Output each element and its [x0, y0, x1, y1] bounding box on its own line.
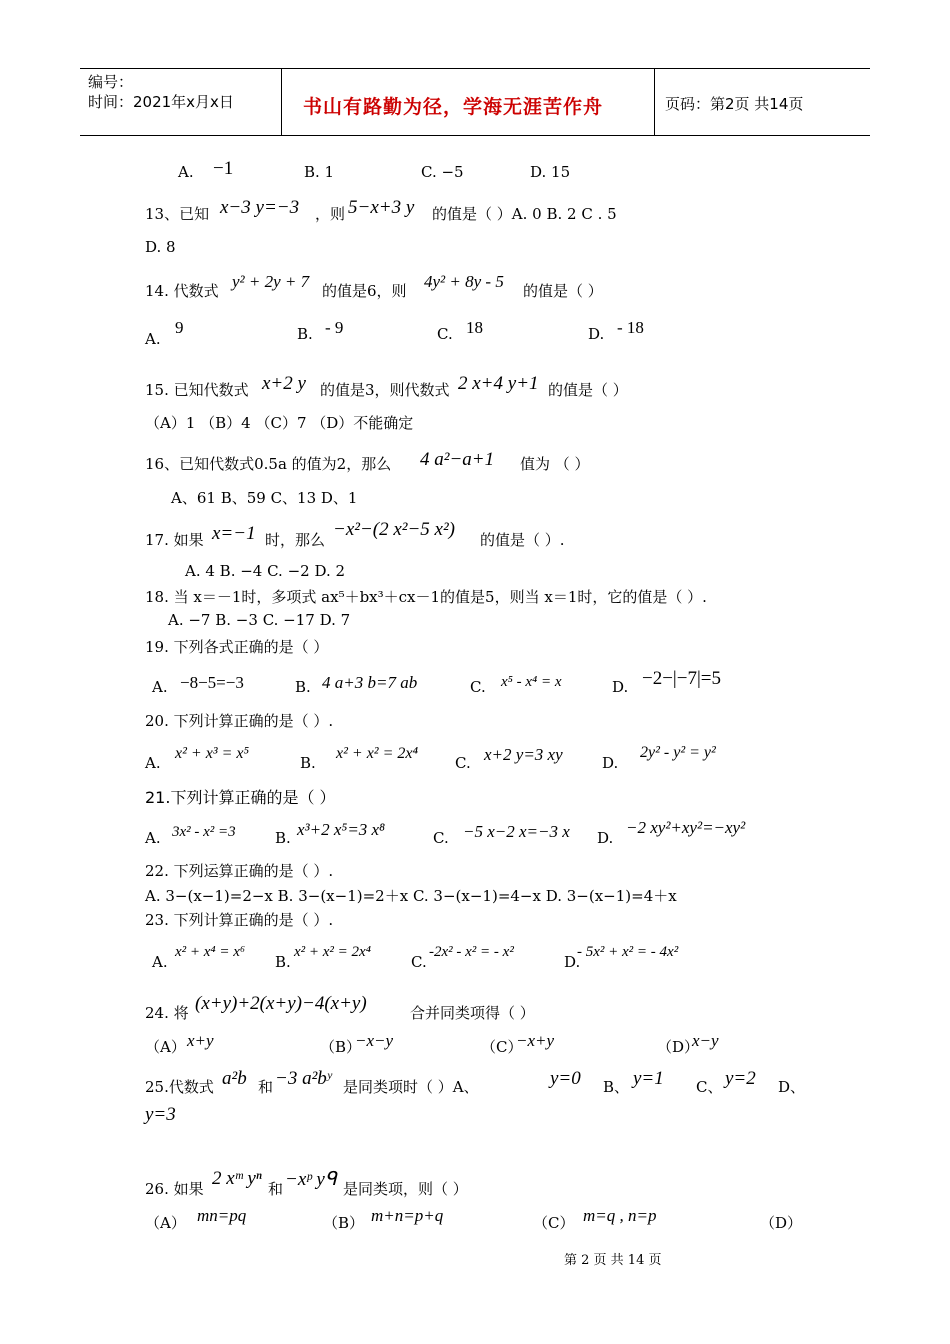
q26-option-b: （B） [323, 1214, 365, 1232]
header-number-label: 编号： [88, 73, 134, 91]
q24-option-d-value: x−y [692, 1031, 719, 1050]
q23-option-d-value: - 5x² + x² = - 4x² [577, 944, 679, 960]
q25-option-a-value: y=0 [550, 1068, 581, 1089]
q18-options: A. −7 B. −3 C. −17 D. 7 [168, 611, 351, 629]
q13-mid: ，则 [315, 205, 346, 223]
q23-option-c: C. [411, 953, 427, 971]
q19-text: 19. 下列各式正确的是（ ） [145, 638, 329, 656]
q19-option-d-value: −2−|−7|=5 [642, 668, 721, 689]
q26-suffix: 是同类项，则（ ） [343, 1180, 468, 1198]
q23-option-b-value: x² + x² = 2x⁴ [294, 944, 371, 960]
q22-options: A. 3−(x−1)=2−x B. 3−(x−1)=2＋x C. 3−(x−1)=4−x D. 3−(x−1)=4＋x [145, 887, 677, 905]
q12-option-a-value: −1 [213, 158, 234, 179]
q23-option-c-value: -2x² - x² = - x² [429, 944, 514, 960]
q17-mid: 时，那么 [265, 531, 326, 549]
q21-option-b-value: x³+2 x⁵=3 x⁸ [297, 820, 385, 839]
q12-option-a: A. [178, 163, 194, 181]
q15-options: （A）1 （B）4 （C）7 （D）不能确定 [145, 414, 414, 432]
q25-mid: 和 [258, 1078, 274, 1096]
q14-option-b-value: - 9 [325, 318, 344, 337]
q24-expr: (x+y)+2(x+y)−4(x+y) [195, 993, 367, 1014]
q14-mid: 的值是6，则 [322, 282, 407, 300]
q24-option-b: （B） [320, 1038, 362, 1056]
q25-option-c: C、 [696, 1078, 723, 1096]
q26-option-a-value: mn=pq [197, 1206, 247, 1225]
q25-suffix: 是同类项时（ ）A、 [343, 1078, 479, 1096]
q25-option-d: D、 [778, 1078, 806, 1096]
q15-expr-2: 2 x+4 y+1 [458, 373, 539, 394]
q13-expr-1: x−3 y=−3 [220, 197, 300, 218]
q19-option-a: A. [152, 678, 168, 696]
q19-option-a-value: −8−5=−3 [180, 673, 244, 692]
header-divider-2 [654, 68, 655, 136]
q24-suffix: 合并同类项得（ ） [410, 1004, 535, 1022]
q20-option-c-value: x+2 y=3 xy [484, 745, 563, 764]
q24-option-d: （D） [657, 1038, 700, 1056]
header-bottom-rule [80, 135, 870, 136]
q20-option-a-value: x² + x³ = x⁵ [175, 745, 250, 762]
q26-mid: 和 [268, 1180, 284, 1198]
q19-option-b-value: 4 a+3 b=7 ab [322, 673, 418, 692]
q21-option-b: B. [275, 829, 291, 847]
q20-option-d-value: 2y² - y² = y² [640, 744, 716, 761]
q20-option-c: C. [455, 754, 471, 772]
q25-option-d-value: y=3 [145, 1104, 176, 1125]
q26-option-c-value: m=q , n=p [583, 1206, 657, 1225]
q14-option-c: C. [437, 325, 453, 343]
q14-option-a-value: 9 [175, 318, 184, 337]
q14-option-b: B. [297, 325, 313, 343]
q12-option-b: B. 1 [304, 163, 335, 181]
q25-option-c-value: y=2 [725, 1068, 756, 1089]
q26-expr-2: −xᵖ yᑫ [285, 1169, 337, 1190]
q15-prefix: 15. 已知代数式 [145, 381, 249, 399]
header-divider-1 [281, 68, 282, 136]
q14-option-a: A. [145, 330, 161, 348]
q18-text: 18. 当 x＝－1时，多项式 ax⁵＋bx³＋cx－1的值是5，则当 x＝1时，它的值是（ ）. [145, 588, 707, 606]
page-footer: 第 2 页 共 14 页 [564, 1253, 662, 1268]
q16-options: A、61 B、59 C、13 D、1 [171, 489, 358, 507]
q16-suffix: 值为 （ ） [520, 455, 590, 473]
q15-suffix: 的值是（ ） [548, 381, 628, 399]
q25-option-b: B、 [603, 1078, 630, 1096]
q21-option-a: A. [145, 829, 161, 847]
q17-expr-2: −x²−(2 x²−5 x²) [333, 519, 456, 540]
q20-option-a: A. [145, 754, 161, 772]
q15-mid: 的值是3，则代数式 [320, 381, 450, 399]
q25-expr-2: −3 a²bʸ [275, 1068, 332, 1089]
q13-suffix: 的值是（ ）A. 0 B. 2 C . 5 [432, 205, 617, 223]
q13-line-2: D. 8 [145, 238, 176, 256]
q19-option-d: D. [612, 678, 629, 696]
q23-option-a: A. [152, 953, 168, 971]
q12-option-d: D. 15 [530, 163, 571, 181]
q20-option-d: D. [602, 754, 619, 772]
q23-option-d: D. [564, 953, 581, 971]
q23-option-b: B. [275, 953, 291, 971]
q19-option-c-value: x⁵ - x⁴ = x [501, 674, 562, 690]
q24-option-b-value: −x−y [355, 1031, 394, 1050]
q12-option-c: C. −5 [421, 163, 464, 181]
q13-expr-2: 5−x+3 y [348, 197, 415, 218]
q25-prefix: 25.代数式 [145, 1078, 214, 1096]
q24-prefix: 24. 将 [145, 1004, 189, 1022]
q26-expr-1: 2 xᵐ yⁿ [212, 1168, 262, 1189]
q17-prefix: 17. 如果 [145, 531, 204, 549]
header-page-info: 页码：第2页 共14页 [665, 95, 804, 113]
q25-expr-1: a²b [222, 1068, 247, 1089]
header-top-rule [80, 68, 870, 69]
q20-option-b-value: x² + x² = 2x⁴ [336, 745, 419, 762]
header-motto: 书山有路勤为径，学海无涯苦作舟 [303, 96, 604, 118]
q21-option-d: D. [597, 829, 614, 847]
q19-option-b: B. [295, 678, 311, 696]
q14-expr-1: y² + 2y + 7 [232, 272, 310, 291]
q14-prefix: 14. 代数式 [145, 282, 219, 300]
q16-prefix: 16、已知代数式0.5a 的值为2，那么 [145, 455, 392, 473]
q26-option-c: （C） [533, 1214, 575, 1232]
q24-option-c: （C） [481, 1038, 523, 1056]
q21-option-a-value: 3x² - x² =3 [172, 824, 236, 840]
q14-option-c-value: 18 [466, 318, 483, 337]
q20-text: 20. 下列计算正确的是（ ）. [145, 712, 334, 730]
q21-option-c-value: −5 x−2 x=−3 x [463, 822, 570, 841]
q26-option-a: （A） [145, 1214, 186, 1232]
q14-option-d-value: - 18 [617, 318, 644, 337]
q13-prefix: 13、已知 [145, 205, 210, 223]
q19-option-c: C. [470, 678, 486, 696]
q14-expr-2: 4y² + 8y - 5 [424, 272, 504, 291]
q25-option-b-value: y=1 [633, 1068, 664, 1089]
q21-option-d-value: −2 xy²+xy²=−xy² [626, 818, 746, 837]
header-time-label: 时间：2021年x月x日 [88, 93, 234, 111]
q24-option-c-value: −x+y [516, 1031, 555, 1050]
q21-option-c: C. [433, 829, 449, 847]
q23-text: 23. 下列计算正确的是（ ）. [145, 911, 334, 929]
q14-option-d: D. [588, 325, 605, 343]
q21-text: 21.下列计算正确的是（ ） [145, 788, 336, 807]
q15-expr-1: x+2 y [262, 373, 306, 394]
q17-options: A. 4 B. −4 C. −2 D. 2 [185, 562, 346, 580]
q22-text: 22. 下列运算正确的是（ ）. [145, 862, 334, 880]
q14-suffix: 的值是（ ） [523, 282, 603, 300]
q17-expr-1: x=−1 [212, 523, 256, 544]
q26-option-b-value: m+n=p+q [371, 1206, 444, 1225]
q26-prefix: 26. 如果 [145, 1180, 204, 1198]
q26-option-d: （D） [760, 1214, 803, 1232]
q24-option-a: （A） [145, 1038, 186, 1056]
q23-option-a-value: x² + x⁴ = x⁶ [175, 944, 246, 960]
q17-suffix: 的值是（ ）. [480, 531, 565, 549]
q16-expr: 4 a²−a+1 [420, 449, 495, 470]
q20-option-b: B. [300, 754, 316, 772]
q24-option-a-value: x+y [187, 1031, 214, 1050]
